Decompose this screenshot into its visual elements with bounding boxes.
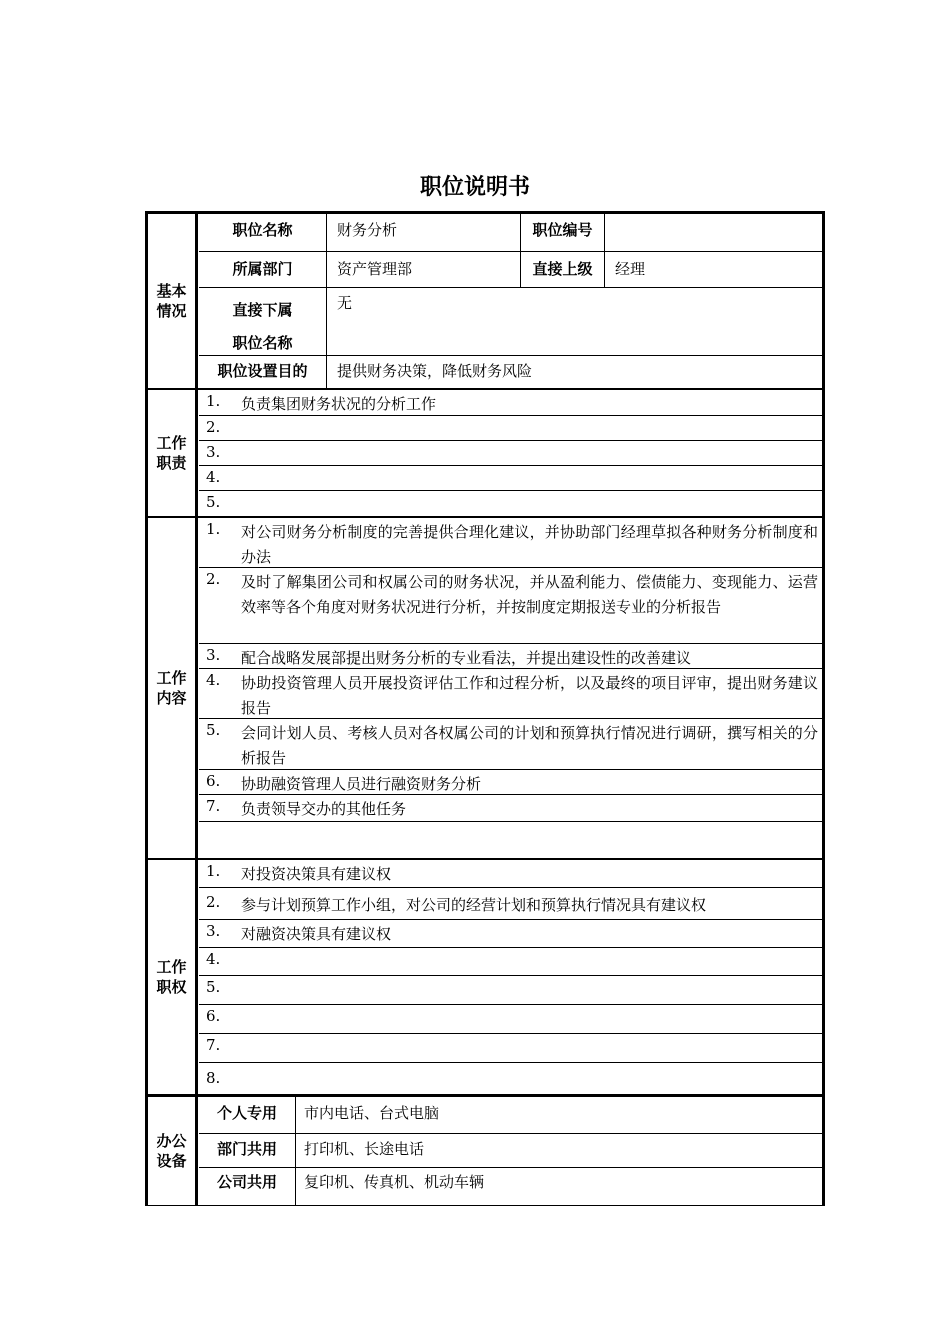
authority-label: 工作 职权	[148, 860, 198, 1094]
item-text: 协助投资管理人员开展投资评估工作和过程分析，以及最终的项目评审，提出财务建议报告	[241, 674, 818, 717]
item-text: 负责领导交办的其他任务	[241, 800, 407, 818]
equipment-section	[148, 1097, 822, 1205]
item-number: 7.	[206, 1036, 221, 1054]
item-number: 3.	[206, 646, 221, 664]
document-title: 职位说明书	[419, 175, 530, 200]
item-text: 负责集团财务状况的分析工作	[241, 395, 437, 413]
list-item	[199, 948, 822, 976]
position-name-value: 财务分析	[327, 214, 521, 251]
department-row	[199, 252, 822, 288]
list-item	[199, 644, 822, 669]
equipment-row	[199, 1097, 822, 1134]
equipment-value: 市内电话、台式电脑	[304, 1104, 440, 1122]
item-number: 8.	[206, 1069, 221, 1087]
direct-superior-value: 经理	[615, 260, 646, 278]
list-item	[199, 568, 822, 644]
duties-label: 工作 职责	[148, 390, 198, 516]
item-number: 5.	[206, 493, 221, 511]
duties-section	[148, 390, 822, 516]
item-number: 4.	[206, 950, 221, 968]
item-number: 6.	[206, 1007, 221, 1025]
item-number: 1.	[206, 520, 221, 538]
list-item	[199, 860, 822, 888]
item-text: 对公司财务分析制度的完善提供合理化建议，并协助部门经理草拟各种财务分析制度和办法	[241, 523, 818, 566]
direct-superior-label: 直接上级	[521, 252, 605, 287]
item-number: 1.	[206, 392, 221, 410]
purpose-row	[199, 356, 822, 388]
position-code-value	[605, 214, 822, 251]
item-text: 及时了解集团公司和权属公司的财务状况，并从盈利能力、偿债能力、变现能力、运营效率等各个角度对财务状况进行分析，并按制度定期报送专业的分析报告	[241, 573, 818, 616]
item-text: 配合战略发展部提出财务分析的专业看法，并提出建设性的改善建议	[241, 649, 692, 667]
equipment-type-label: 部门共用	[199, 1134, 296, 1167]
item-number: 5.	[206, 721, 221, 739]
list-item	[199, 1063, 822, 1094]
position-code-label: 职位编号	[521, 214, 605, 251]
item-text: 协助融资管理人员进行融资财务分析	[241, 775, 482, 793]
list-item	[199, 466, 822, 491]
item-number: 7.	[206, 797, 221, 815]
item-number: 5.	[206, 978, 221, 996]
subordinate-value: 无	[337, 294, 353, 312]
basic-info-section	[148, 214, 822, 388]
equipment-type-label: 公司共用	[199, 1168, 296, 1205]
subordinate-label-line2: 职位名称	[232, 334, 293, 352]
list-item	[199, 416, 822, 441]
item-text: 对融资决策具有建议权	[241, 925, 392, 943]
subordinate-label	[199, 288, 327, 355]
item-number: 2.	[206, 570, 221, 588]
list-item	[199, 669, 822, 719]
empty-row	[199, 822, 822, 858]
item-number: 2.	[206, 893, 221, 911]
item-number: 2.	[206, 418, 221, 436]
list-item	[199, 1034, 822, 1063]
list-item	[199, 1005, 822, 1034]
department-label: 所属部门	[199, 252, 327, 287]
item-text: 对投资决策具有建议权	[241, 865, 392, 883]
authority-section	[148, 860, 822, 1094]
list-item	[199, 491, 822, 516]
subordinate-row	[199, 288, 822, 356]
list-item	[199, 719, 822, 770]
equipment-value: 打印机、长途电话	[304, 1140, 425, 1158]
list-item	[199, 976, 822, 1005]
position-name-label: 职位名称	[199, 214, 327, 251]
item-text: 会同计划人员、考核人员对各权属公司的计划和预算执行情况进行调研，撰写相关的分析报告	[241, 724, 818, 767]
item-number: 4.	[206, 671, 221, 689]
list-item	[199, 390, 822, 416]
subordinate-label-line1: 直接下属	[232, 301, 293, 319]
equipment-label: 办公 设备	[148, 1097, 198, 1205]
item-number: 4.	[206, 468, 221, 486]
item-text: 参与计划预算工作小组，对公司的经营计划和预算执行情况具有建议权	[241, 896, 707, 914]
item-number: 3.	[206, 443, 221, 461]
item-number: 3.	[206, 922, 221, 940]
department-value: 资产管理部	[327, 252, 521, 287]
content-section	[148, 518, 822, 858]
list-item	[199, 920, 822, 948]
equipment-value: 复印机、传真机、机动车辆	[304, 1173, 485, 1191]
basic-info-label: 基本 情况	[148, 214, 198, 388]
list-item	[199, 770, 822, 795]
list-item	[199, 518, 822, 568]
position-name-row	[199, 214, 822, 252]
purpose-label: 职位设置目的	[199, 356, 327, 388]
item-number: 6.	[206, 772, 221, 790]
equipment-row	[199, 1168, 822, 1205]
list-item	[199, 795, 822, 822]
list-item	[199, 441, 822, 466]
list-item	[199, 888, 822, 920]
content-label: 工作 内容	[148, 518, 198, 858]
purpose-value: 提供财务决策，降低财务风险	[337, 362, 533, 380]
equipment-type-label: 个人专用	[199, 1097, 296, 1133]
item-number: 1.	[206, 862, 221, 880]
equipment-row	[199, 1134, 822, 1168]
